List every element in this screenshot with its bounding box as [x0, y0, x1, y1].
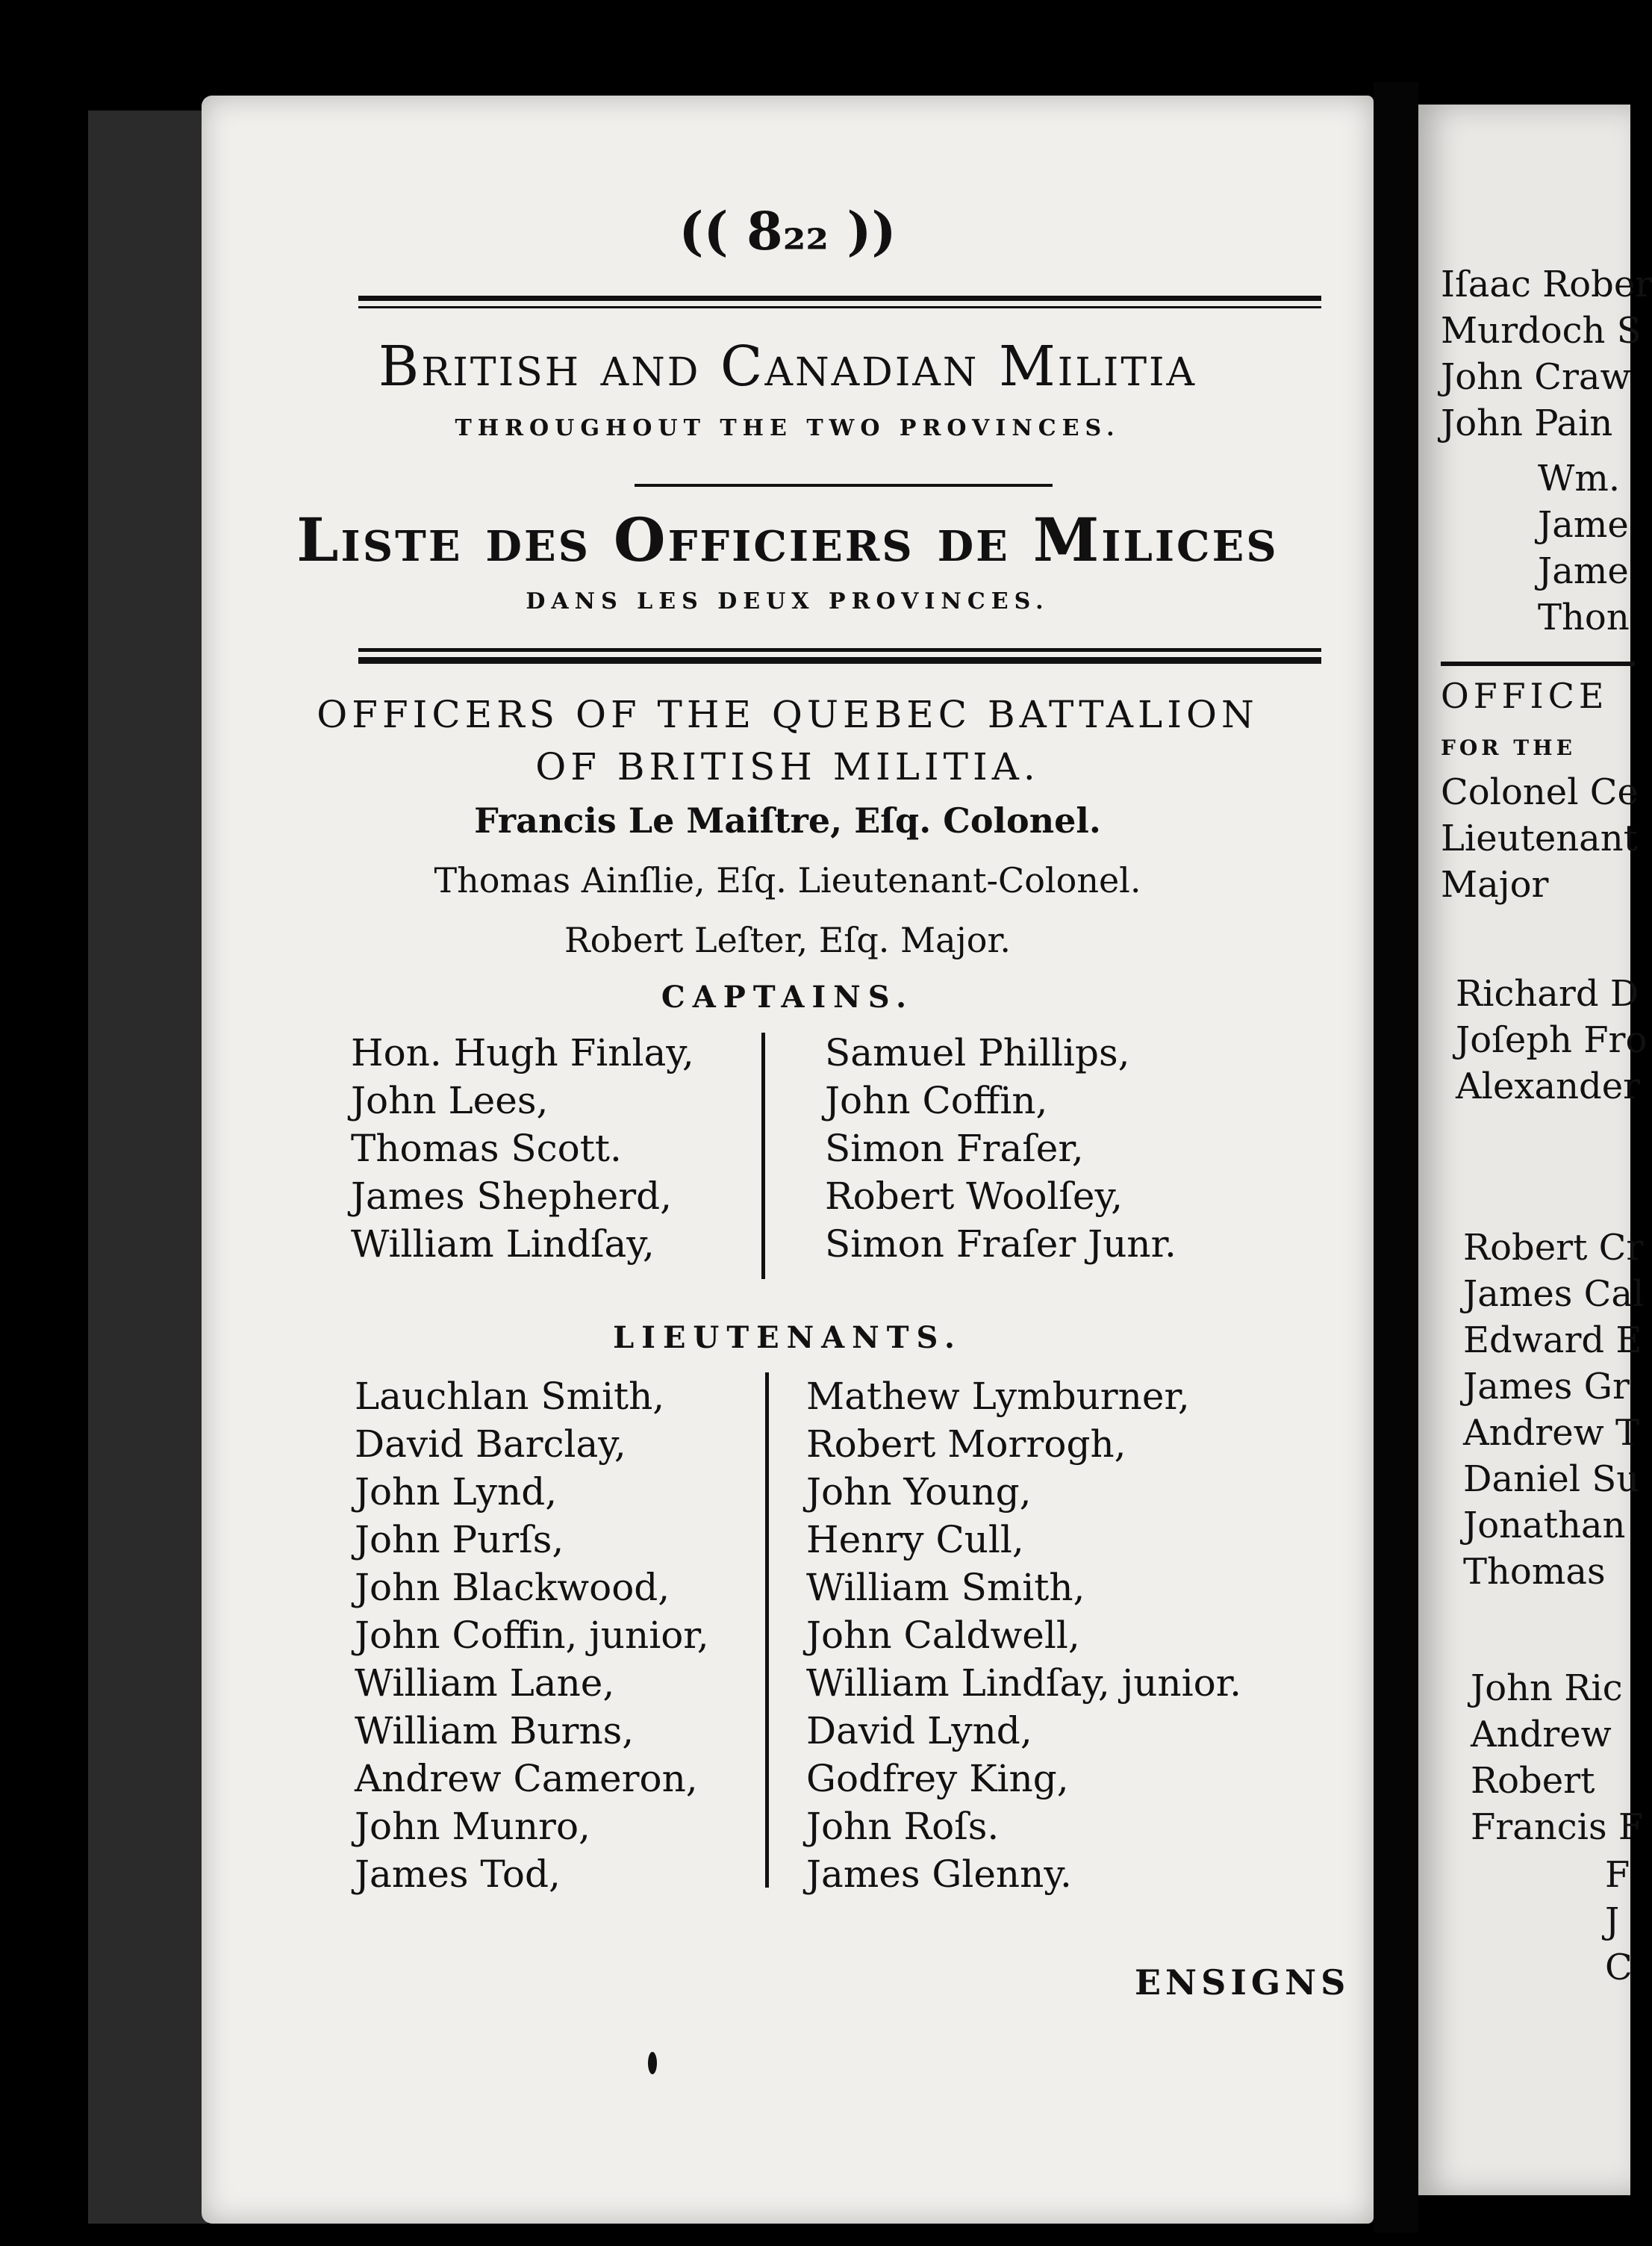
list-item: Jonathan [1463, 1505, 1626, 1546]
list-item: James Tod, [355, 1853, 561, 1896]
lieutenants-left-column [355, 1372, 709, 1898]
list-item: Wm. [1538, 458, 1621, 500]
list-item: Robert Cr [1463, 1227, 1644, 1269]
list-item: Robert Morrogh, [806, 1422, 1126, 1466]
list-item: John Purſs, [355, 1518, 564, 1561]
list-item: John Lees, [351, 1079, 549, 1122]
list-item: Richard D [1456, 973, 1639, 1015]
list-item: Robert [1471, 1760, 1595, 1802]
list-item: Edward E [1463, 1319, 1642, 1361]
page-number: (( 8₂₂ )) [679, 200, 897, 262]
list-item: Thomas Scott. [351, 1127, 622, 1170]
major-line: Robert Leſter, Eſq. Major. [564, 920, 1012, 960]
list-item: William Lindſay, junior. [806, 1661, 1242, 1705]
right-subheading: FOR THE [1441, 735, 1576, 760]
list-item: John Ric [1471, 1667, 1623, 1709]
list-item: David Barclay, [355, 1422, 626, 1466]
list-item: F [1605, 1854, 1630, 1896]
list-item: Samuel Phillips, [825, 1031, 1130, 1074]
right-rule [1441, 662, 1635, 666]
mid-rule [635, 484, 1053, 487]
right-group-4 [1463, 1225, 1644, 1595]
list-item: Thomas [1463, 1551, 1606, 1593]
list-item: Jame [1538, 550, 1629, 592]
list-item: John Craw [1441, 356, 1631, 398]
lt-colonel-line: Thomas Ainſlie, Eſq. Lieutenant-Colonel. [434, 860, 1141, 900]
list-item: Simon Fraſer Junr. [825, 1222, 1176, 1266]
list-item: Simon Fraſer, [825, 1127, 1084, 1170]
title-liste: Liste des Officiers de Milices [296, 505, 1279, 575]
list-item: Hon. Hugh Finlay, [351, 1031, 694, 1074]
right-group-1 [1441, 261, 1652, 447]
list-item: John Pain [1441, 402, 1613, 444]
right-group-5 [1471, 1665, 1643, 1850]
list-item: Godfrey King, [806, 1757, 1069, 1800]
list-item: Francis F [1471, 1806, 1644, 1848]
right-group-3 [1456, 971, 1647, 1110]
list-item: Mathew Lymburner, [806, 1375, 1190, 1418]
list-item: Andrew T [1463, 1412, 1640, 1454]
right-group-6 [1605, 1852, 1633, 1991]
list-item: Daniel Su [1463, 1458, 1640, 1500]
list-item: Major [1441, 864, 1549, 906]
list-item: James Gr [1463, 1366, 1630, 1407]
list-item: C [1605, 1947, 1633, 1988]
list-item: William Burns, [355, 1709, 635, 1752]
list-item: Iſaac Rober [1441, 264, 1652, 305]
captains-heading: CAPTAINS. [661, 980, 914, 1015]
title-militia: British and Canadian Militia [378, 335, 1197, 399]
lieutenants-divider [765, 1372, 769, 1888]
battalion-heading-1: OFFICERS OF THE QUEBEC BATTALION [317, 693, 1259, 736]
list-item: William Lindſay, [351, 1222, 655, 1266]
right-group-2 [1538, 455, 1630, 641]
lieutenants-heading: LIEUTENANTS. [613, 1320, 962, 1355]
book-spine [88, 111, 208, 2224]
list-item: William Lane, [355, 1661, 615, 1705]
list-item: John Coffin, [825, 1079, 1048, 1122]
list-item: Robert Woolſey, [825, 1175, 1123, 1218]
top-rule [358, 296, 1321, 301]
right-ranks [1441, 769, 1639, 908]
left-page [202, 96, 1374, 2224]
list-item: David Lynd, [806, 1709, 1032, 1752]
captains-divider [761, 1033, 765, 1279]
list-item: Lieutenant [1441, 818, 1638, 859]
right-page [1418, 105, 1652, 2195]
list-item: John Caldwell, [806, 1614, 1080, 1657]
list-item: John Young, [806, 1470, 1032, 1514]
book-gutter [1374, 82, 1418, 2233]
list-item: John Blackwood, [355, 1566, 670, 1609]
captains-left-column [351, 1029, 694, 1268]
list-item: Andrew Cameron, [355, 1757, 698, 1800]
colonel-line: Francis Le Maiſtre, Eſq. Colonel. [474, 800, 1101, 841]
list-item: Alexander [1456, 1066, 1641, 1107]
list-item: Thon [1538, 597, 1630, 638]
right-heading: OFFICE [1441, 676, 1609, 716]
list-item: Joſeph Fro [1456, 1019, 1648, 1061]
title-provinces: THROUGHOUT THE TWO PROVINCES. [455, 415, 1120, 441]
list-item: Murdoch S [1441, 310, 1642, 352]
captains-right-column [825, 1029, 1176, 1268]
list-item: John Lynd, [355, 1470, 558, 1514]
catchword: ENSIGNS [1135, 1962, 1350, 2003]
list-item: John Roſs. [806, 1805, 1000, 1848]
top-rule-thin [358, 306, 1321, 308]
list-item: John Coffin, junior, [355, 1614, 709, 1657]
lieutenants-right-column [806, 1372, 1241, 1898]
list-item: James Glenny. [806, 1853, 1072, 1896]
list-item: Jame [1538, 504, 1629, 546]
list-item: James Shepherd, [351, 1175, 673, 1218]
lower-rule-thick [358, 657, 1321, 664]
list-item: William Smith, [806, 1566, 1085, 1609]
list-item: Colonel Ce [1441, 771, 1639, 813]
list-item: Andrew [1471, 1714, 1612, 1755]
list-item: J [1605, 1900, 1620, 1942]
list-item: James Cal [1463, 1273, 1645, 1315]
title-deux-provinces: DANS LES DEUX PROVINCES. [526, 588, 1050, 615]
lower-rule [358, 648, 1321, 652]
ink-blot [648, 2052, 657, 2074]
list-item: Henry Cull, [806, 1518, 1024, 1561]
list-item: Lauchlan Smith, [355, 1375, 665, 1418]
list-item: John Munro, [355, 1805, 590, 1848]
battalion-heading-2: OF BRITISH MILITIA. [535, 745, 1040, 788]
